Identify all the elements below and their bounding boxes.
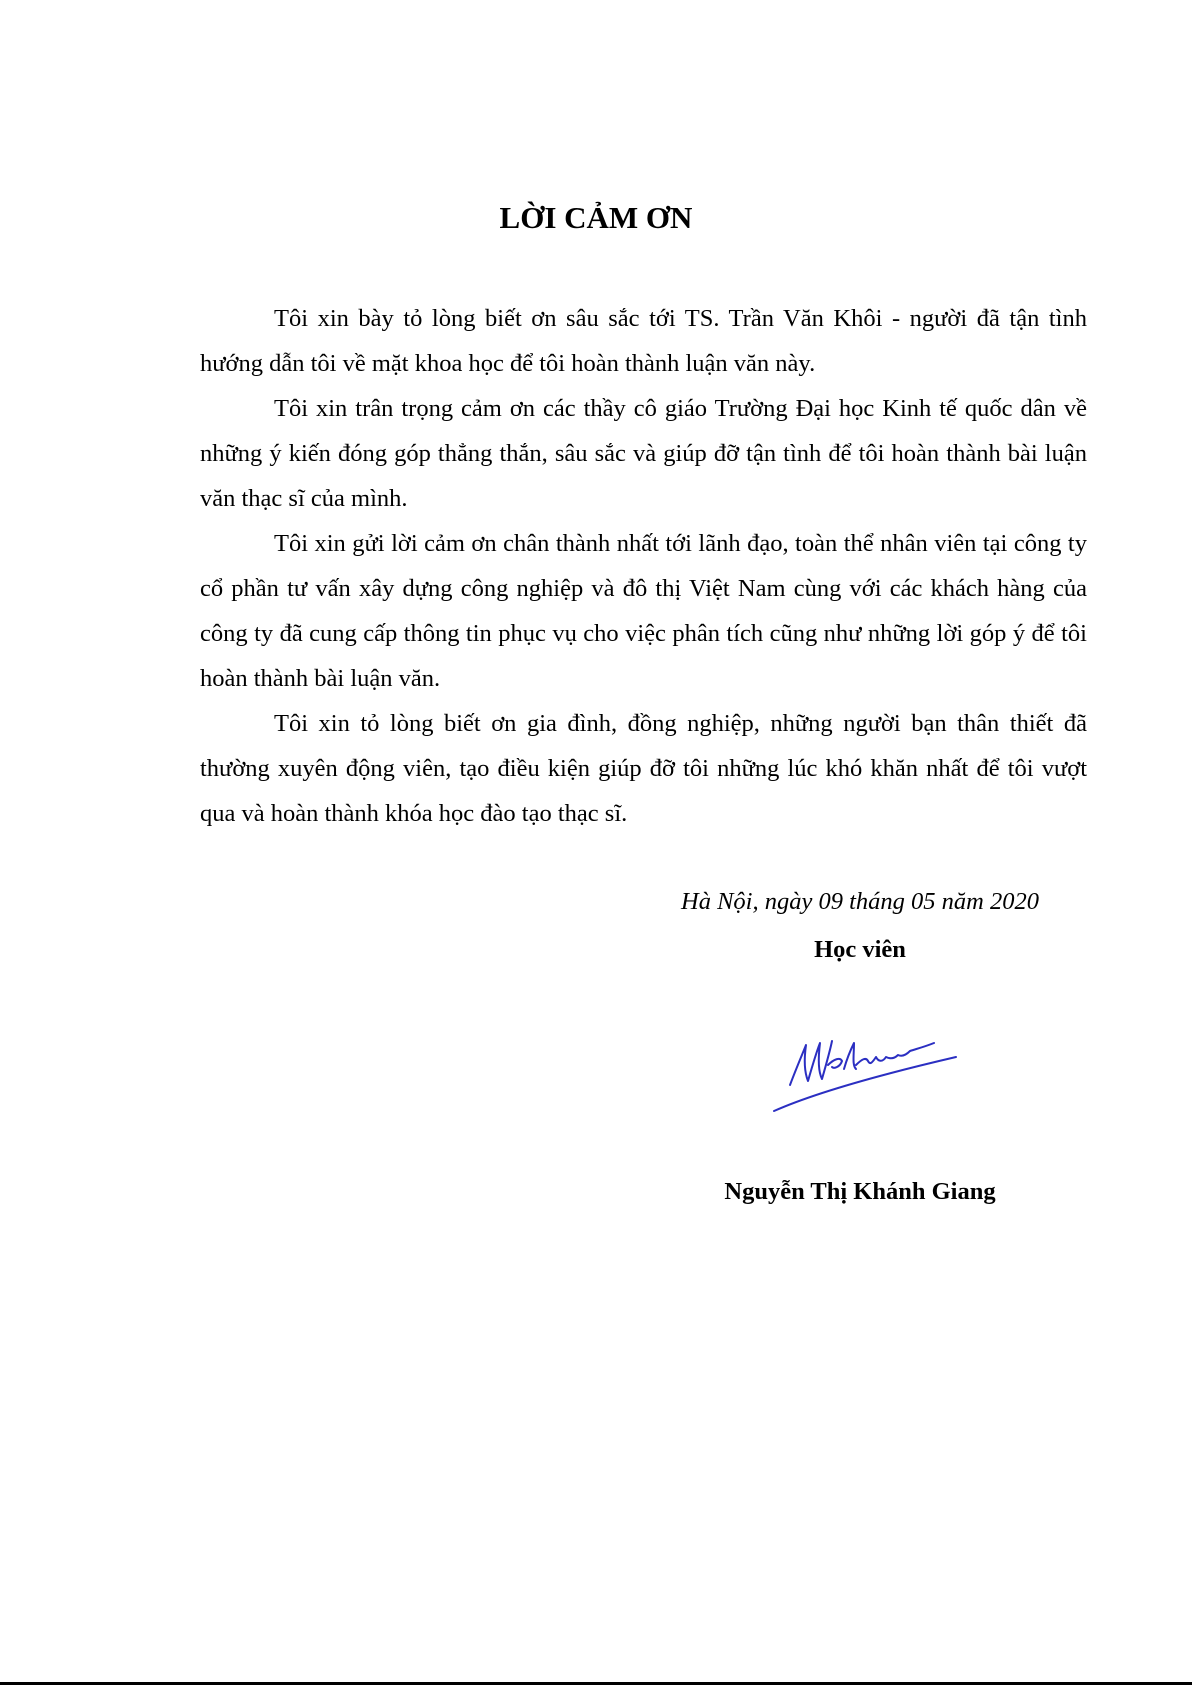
paragraph-company: Tôi xin gửi lời cảm ơn chân thành nhất tới lãnh đạo, toàn thể nhân viên tại công ty cổ phần tư vấn xây dựng công nghiệp và đô thị Việt Nam cùng với các khách hàng của công ty đã cung cấp thông tin phục vụ cho việc phân tích cũng như những lời góp ý để tôi hoàn thành bài luận văn. bbox=[200, 530, 1087, 692]
page-title: LỜI CẢM ƠN bbox=[499, 200, 693, 235]
paragraph-family: Tôi xin tỏ lòng biết ơn gia đình, đồng nghiệp, những người bạn thân thiết đã thường xuyên động viên, tạo điều kiện giúp đỡ tôi những lúc khó khăn nhất để tôi vượt qua và hoàn thành khóa học đào tạo thạc sĩ. bbox=[200, 710, 1087, 827]
signer-name: Nguyễn Thị Khánh Giang bbox=[724, 1178, 996, 1205]
handwritten-signature bbox=[770, 1025, 960, 1115]
acknowledgement-body bbox=[200, 296, 1087, 836]
place-date-line: Hà Nội, ngày 09 tháng 05 năm 2020 bbox=[681, 888, 1039, 915]
signature-strokes bbox=[774, 1041, 956, 1111]
paragraph-faculty: Tôi xin trân trọng cảm ơn các thầy cô giáo Trường Đại học Kinh tế quốc dân về những ý kiến đóng góp thẳng thắn, sâu sắc và giúp đỡ tận tình để tôi hoàn thành bài luận văn thạc sĩ của mình. bbox=[200, 395, 1087, 512]
paragraph-advisor: Tôi xin bày tỏ lòng biết ơn sâu sắc tới TS. Trần Văn Khôi - người đã tận tình hướng dẫn tôi về mặt khoa học để tôi hoàn thành luận văn này. bbox=[200, 305, 1087, 377]
signer-role: Học viên bbox=[814, 936, 906, 963]
